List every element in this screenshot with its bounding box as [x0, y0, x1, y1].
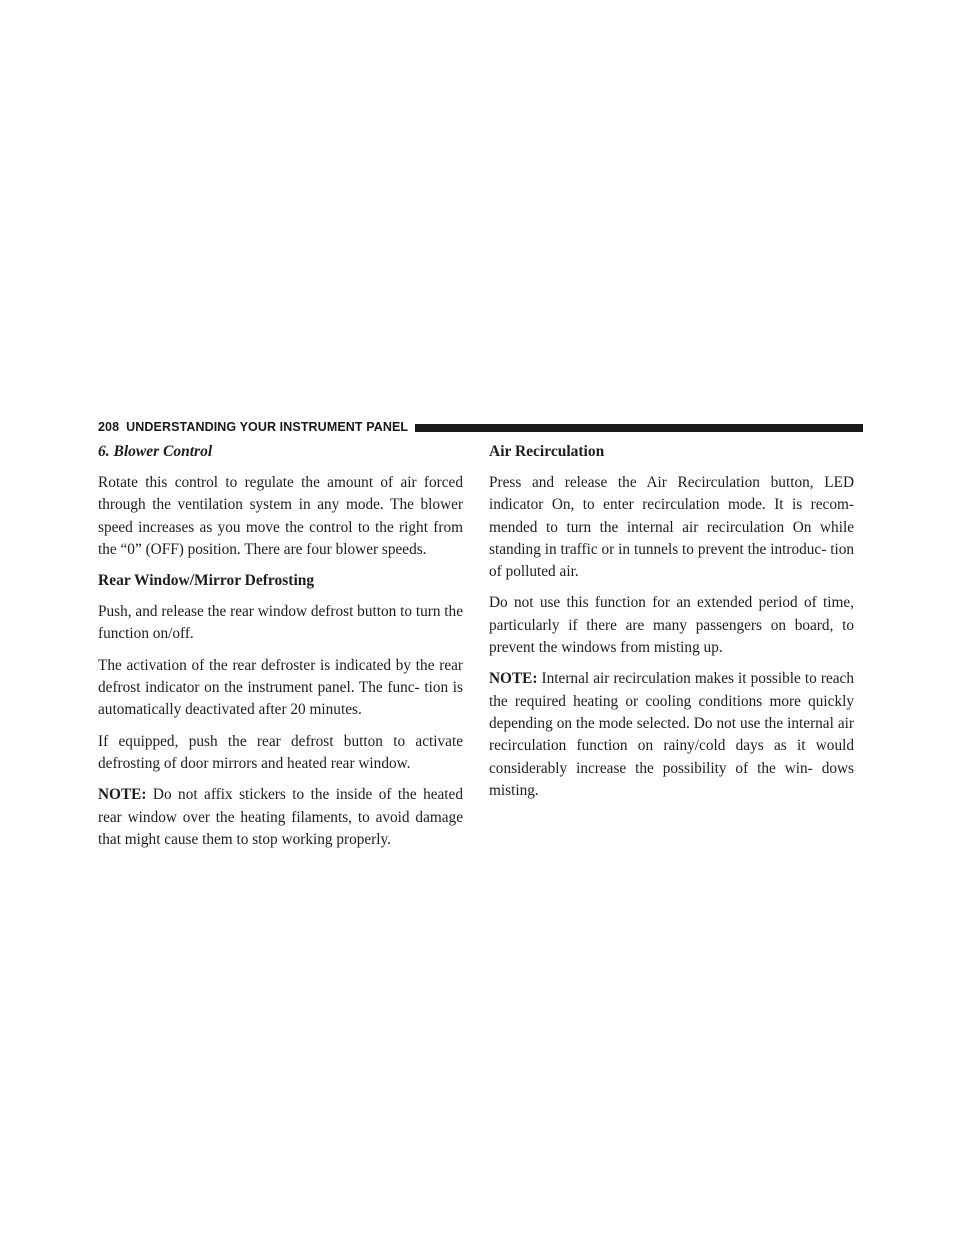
note-text: Do not affix stickers to the inside of the heated rear window over the heating filaments, to avoid damage that might cause them to stop working properly.: [98, 786, 463, 848]
section-title: UNDERSTANDING YOUR INSTRUMENT PANEL: [126, 420, 409, 434]
header-rule: [415, 424, 863, 432]
rear-defrost-paragraph-3: If equipped, push the rear defrost button to activate defrosting of door mirrors and heated rear window.: [98, 732, 463, 772]
air-recirculation-heading: Air Recirculation: [489, 443, 605, 460]
air-recirculation-paragraph-1: Press and release the Air Recirculation button, LED indicator On, to enter recirculation mode. It is recom- mended to turn the internal air recirculation On while standing in traffic or in tunnels to prevent the introduc- tion of polluted air.: [489, 474, 854, 581]
air-recirculation-paragraph-2: Do not use this function for an extended period of time, particularly if there are many passengers on board, to prevent the windows from misting up.: [489, 594, 854, 657]
rear-defrost-note: [98, 784, 463, 851]
blower-control-heading: 6. Blower Control: [98, 443, 213, 460]
page-number: 208: [98, 420, 120, 434]
blower-control-paragraph: Rotate this control to regulate the amount of air forced through the ventilation system in any mode. The blower speed increases as you move the control to the right from the “0” (OFF) position. There are four blower speeds.: [98, 474, 463, 558]
air-recirculation-note: [489, 668, 854, 802]
rear-defrost-paragraph-2: The activation of the rear defroster is indicated by the rear defrost indicator on the instrument panel. The func- tion is automatically deactivated after 20 minutes.: [98, 656, 463, 719]
right-column: [489, 441, 854, 811]
rear-defrost-heading: Rear Window/Mirror Defrosting: [98, 572, 315, 590]
note-label: NOTE:: [98, 786, 147, 804]
note-label: NOTE:: [489, 670, 538, 688]
page-header: [98, 419, 863, 435]
note-text: Internal air recirculation makes it possible to reach the required heating or cooling conditions more quickly depending on the mode selected. Do not use the internal air recirculation function on rainy/cold days as it would considerably increase the possibility of the win- dows misting.: [489, 670, 854, 799]
left-column: [98, 441, 463, 860]
rear-defrost-paragraph-1: Push, and release the rear window defrost button to turn the function on/off.: [98, 603, 463, 643]
